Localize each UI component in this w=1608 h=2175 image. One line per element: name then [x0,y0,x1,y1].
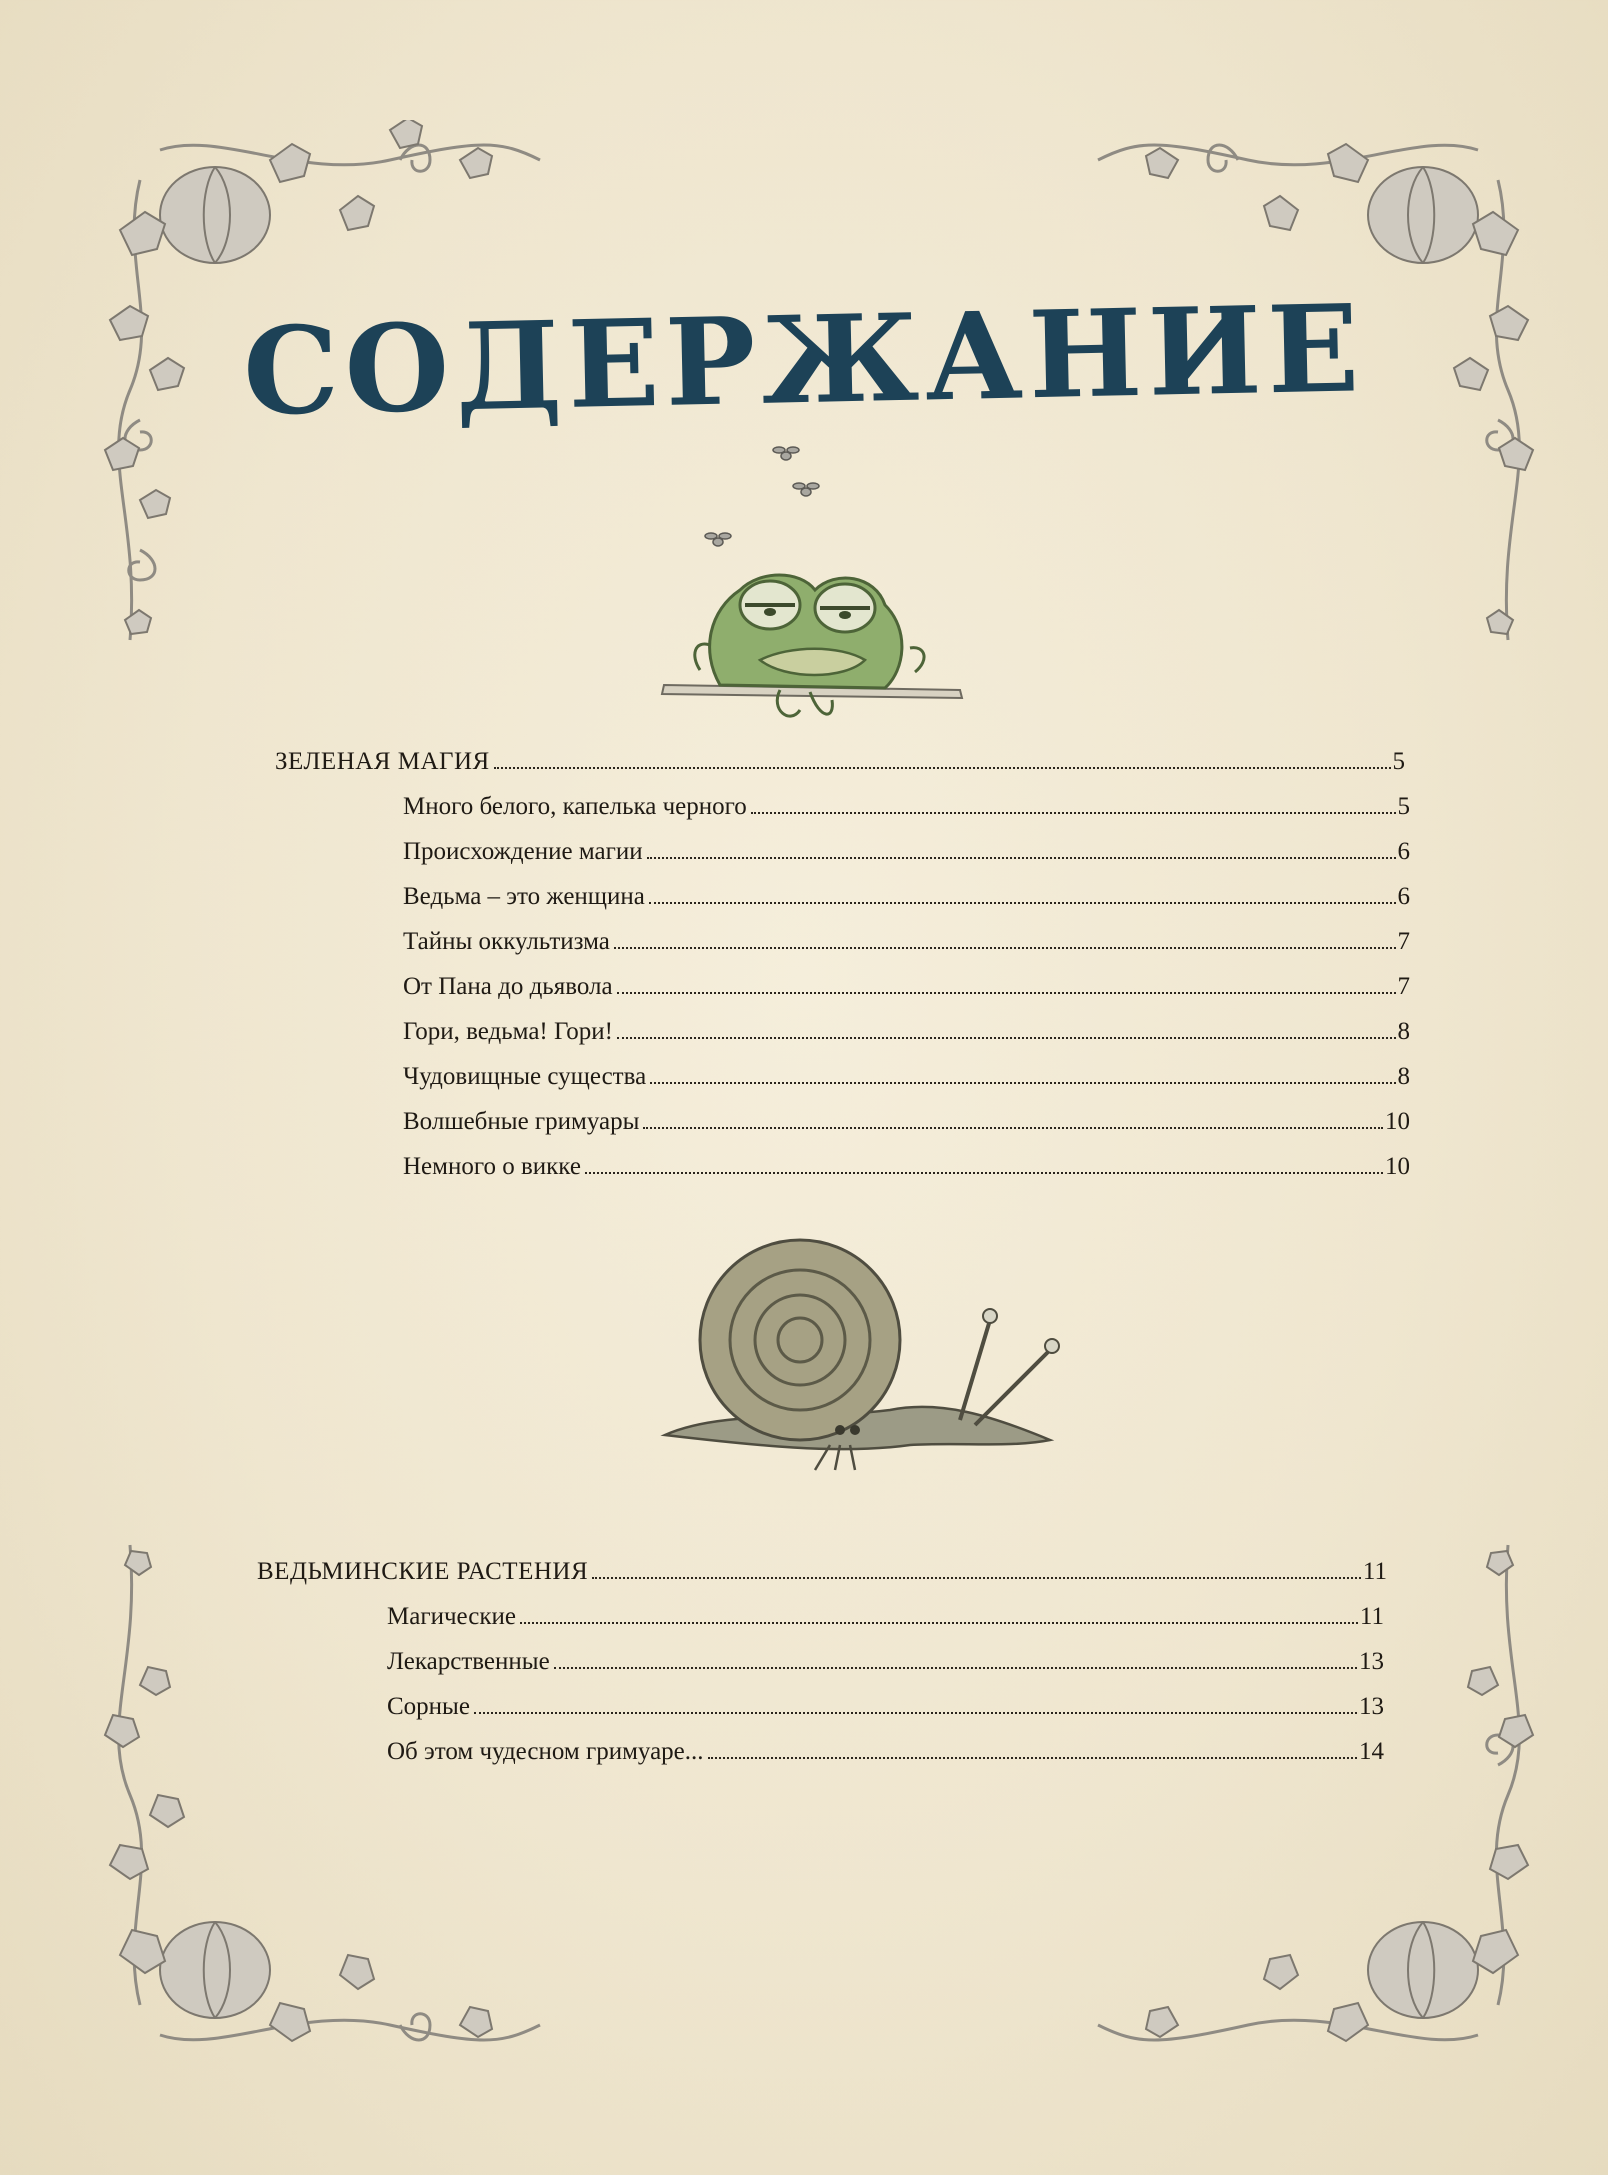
toc-entry-label: Чудовищные существа [403,1063,647,1090]
toc-entry-page: 8 [1397,1018,1410,1045]
toc-heading[interactable] [275,748,1405,793]
dot-leader [617,1036,1396,1039]
toc-entry[interactable] [403,838,1410,883]
toc-entry-page: 11 [1359,1603,1384,1630]
toc-section-green-magic [275,748,1410,1198]
toc-entry-label: Немного о викке [403,1153,581,1180]
toc-entry-label: Тайны оккультизма [403,928,610,955]
toc-entry-page: 6 [1397,883,1410,910]
dot-leader [649,901,1396,904]
toc-section-witch-plants [257,1558,1387,1783]
toc-entry[interactable] [387,1738,1384,1783]
dot-leader [650,1081,1395,1084]
toc-entry[interactable] [387,1648,1384,1693]
toc-entry-label: Об этом чудесном гримуаре... [387,1738,704,1765]
toc-entry-label: Происхождение магии [403,838,643,865]
dot-leader [474,1711,1357,1714]
toc-heading-page: 5 [1392,748,1405,775]
toc-entry[interactable] [403,928,1410,973]
page-title: СОДЕРЖАНИЕ [241,278,1367,443]
toc-entry[interactable] [403,973,1410,1018]
toc-heading[interactable] [257,1558,1387,1603]
toc-entry[interactable] [403,793,1410,838]
toc-entry[interactable] [403,1153,1410,1198]
toc-entry-label: От Пана до дьявола [403,973,613,1000]
toc-entry-label: Много белого, капелька черного [403,793,747,820]
dot-leader [592,1576,1361,1579]
fly-icon [690,440,830,560]
dot-leader [617,991,1396,994]
toc-entry-page: 13 [1359,1693,1384,1720]
dot-leader [585,1171,1383,1174]
toc-entry-page: 10 [1385,1153,1410,1180]
frog-illustration [650,560,970,750]
toc-entry[interactable] [387,1693,1384,1738]
toc-entry-label: Гори, ведьма! Гори! [403,1018,613,1045]
toc-entry[interactable] [403,1063,1410,1108]
toc-entry[interactable] [403,1018,1410,1063]
dot-leader [708,1756,1357,1759]
toc-entry-label: Волшебные гримуары [403,1108,640,1135]
dot-leader [494,766,1391,769]
toc-entry-label: Лекарственные [387,1648,550,1675]
toc-entry[interactable] [387,1603,1384,1648]
toc-entry[interactable] [403,1108,1410,1153]
toc-entry-label: Ведьма – это женщина [403,883,645,910]
dot-leader [614,946,1396,949]
toc-heading-page: 11 [1362,1558,1387,1585]
dot-leader [643,1126,1383,1129]
dot-leader [520,1621,1358,1624]
toc-entry-page: 6 [1397,838,1410,865]
toc-entry-page: 5 [1397,793,1410,820]
snail-icon [660,1230,1080,1510]
flies-illustration [690,440,830,560]
dot-leader [647,856,1396,859]
toc-heading-label: ВЕДЬМИНСКИЕ РАСТЕНИЯ [257,1558,589,1585]
toc-entry-page: 10 [1385,1108,1410,1135]
frog-icon [650,560,970,750]
toc-entry-page: 7 [1397,973,1410,1000]
toc-entry-label: Магические [387,1603,516,1630]
toc-entry-page: 7 [1397,928,1410,955]
toc-entry[interactable] [403,883,1410,928]
toc-entry-page: 14 [1359,1738,1384,1765]
dot-leader [554,1666,1357,1669]
toc-entry-page: 13 [1359,1648,1384,1675]
toc-heading-label: ЗЕЛЕНАЯ МАГИЯ [275,748,490,775]
toc-entry-page: 8 [1397,1063,1410,1090]
dot-leader [751,811,1396,814]
snail-illustration [660,1230,1080,1510]
toc-entry-label: Сорные [387,1693,470,1720]
